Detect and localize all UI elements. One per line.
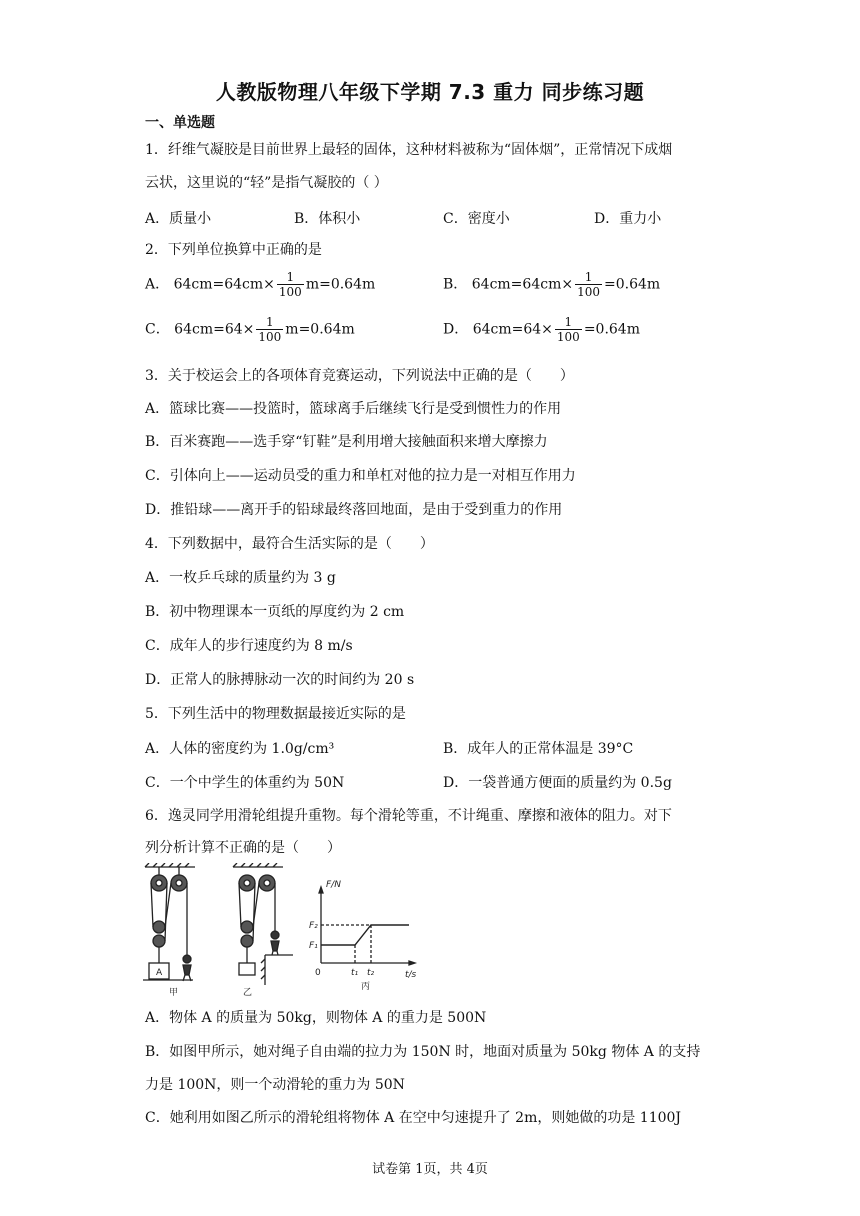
- q4-option-a: A．一枚乒乓球的质量约为 3 g: [145, 570, 336, 586]
- fraction-numerator: 1: [277, 270, 304, 285]
- f2-label: F₂: [309, 921, 318, 931]
- fraction-numerator: 1: [555, 315, 582, 330]
- x-axis-label: t/s: [405, 970, 417, 980]
- f1-label: F₁: [309, 941, 318, 951]
- q2-a-pre: 64cm=64cm×: [173, 276, 275, 293]
- fraction-denominator: 100: [258, 330, 282, 344]
- q1-option-b: B．体积小: [294, 211, 361, 227]
- q4-stem: 4．下列数据中，最符合生活实际的是（ ）: [145, 536, 434, 552]
- q2-b-pre: 64cm=64cm×: [471, 276, 574, 293]
- q3-option-c: C．引体向上——运动员受的重力和单杠对他的拉力是一对相互作用力: [145, 468, 576, 484]
- block-a-label: A: [156, 968, 163, 978]
- q6-option-b-line1: B．如图甲所示，她对绳子自由端的拉力为 150N 时，地面对质量为 50kg 物体 A 的支持: [145, 1044, 701, 1060]
- label-bing: 丙: [361, 982, 371, 992]
- q6-option-a: A．物体 A 的质量为 50kg，则物体 A 的重力是 500N: [145, 1010, 487, 1026]
- q5-option-b: B．成年人的正常体温是 39°C: [443, 741, 634, 757]
- q2-c-pre: 64cm=64×: [174, 321, 255, 338]
- t1-label: t₁: [351, 968, 359, 978]
- q5-option-d: D．一袋普通方便面的质量约为 0.5g: [443, 775, 672, 791]
- q5-option-a: A．人体的密度约为 1.0g/cm³: [145, 741, 335, 757]
- label-jia: 甲: [169, 988, 179, 998]
- q2-c-label: C．: [145, 321, 170, 338]
- origin-label: 0: [315, 968, 321, 978]
- q6-option-b-line2: 力是 100N，则一个动滑轮的重力为 50N: [145, 1077, 405, 1093]
- q6-stem-line1: 6．逸灵同学用滑轮组提升重物。每个滑轮等重，不计绳重、摩擦和液体的阻力。对下: [145, 808, 672, 824]
- fraction-denominator: 100: [278, 285, 302, 299]
- section-heading: 一、单选题: [145, 115, 215, 131]
- q2-b-label: B．: [443, 276, 468, 293]
- q2-a-fraction: [277, 270, 304, 299]
- q3-stem: 3．关于校运会上的各项体育竞赛运动，下列说法中正确的是（ ）: [145, 368, 574, 384]
- q4-option-d: D．正常人的脉搏脉动一次的时间约为 20 s: [145, 672, 415, 688]
- q1-option-d: D．重力小: [594, 211, 662, 227]
- q5-option-c: C．一个中学生的体重约为 50N: [145, 775, 345, 791]
- q1-stem-line2: 云状，这里说的“轻”是指气凝胶的（ ）: [145, 175, 388, 191]
- fraction-numerator: 1: [575, 270, 602, 285]
- q2-a-post: m=0.64m: [305, 276, 376, 293]
- q6-option-c: C．她利用如图乙所示的滑轮组将物体 A 在空中匀速提升了 2m，则她做的功是 1100J: [145, 1110, 682, 1126]
- q6-stem-line2: 列分析计算不正确的是（ ）: [145, 840, 341, 856]
- q2-b-post: =0.64m: [603, 276, 661, 293]
- q2-c-fraction: [256, 315, 283, 344]
- fraction-denominator: 100: [556, 330, 580, 344]
- q2-d-label: D．: [443, 321, 469, 338]
- q2-a-label: A．: [145, 276, 170, 293]
- q4-option-b: B．初中物理课本一页纸的厚度约为 2 cm: [145, 604, 405, 620]
- q2-option-a: [145, 270, 375, 299]
- label-yi: 乙: [243, 988, 253, 998]
- q2-c-post: m=0.64m: [285, 321, 355, 338]
- q5-stem: 5．下列生活中的物理数据最接近实际的是: [145, 706, 406, 722]
- q4-option-c: C．成年人的步行速度约为 8 m/s: [145, 638, 353, 654]
- q2-d-post: =0.64m: [583, 321, 640, 338]
- q2-d-pre: 64cm=64×: [472, 321, 553, 338]
- q2-option-d: [443, 315, 640, 344]
- y-axis-label: F/N: [326, 880, 341, 890]
- q1-option-c: C．密度小: [443, 211, 510, 227]
- page-title: 人教版物理八年级下学期 7.3 重力 同步练习题: [215, 80, 645, 104]
- pulley-figure: [143, 863, 418, 998]
- q3-option-b: B．百米赛跑——选手穿“钉鞋”是利用增大接触面积来增大摩擦力: [145, 434, 548, 450]
- fraction-numerator: 1: [256, 315, 283, 330]
- q2-d-fraction: [555, 315, 582, 344]
- q1-option-a: A．质量小: [145, 211, 212, 227]
- q2-option-c: [145, 315, 355, 344]
- q2-b-fraction: [575, 270, 602, 299]
- q2-stem: 2．下列单位换算中正确的是: [145, 242, 322, 258]
- fraction-denominator: 100: [577, 285, 600, 299]
- q1-stem-line1: 1．纤维气凝胶是目前世界上最轻的固体，这种材料被称为“固体烟”，正常情况下成烟: [145, 142, 673, 158]
- q2-option-b: [443, 270, 660, 299]
- page-footer: 试卷第 1页，共 4页: [372, 1162, 488, 1177]
- pulley-diagram-svg: [143, 863, 418, 998]
- q3-option-d: D．推铅球——离开手的铅球最终落回地面，是由于受到重力的作用: [145, 502, 563, 518]
- t2-label: t₂: [367, 968, 375, 978]
- q3-option-a: A．篮球比赛——投篮时，篮球离手后继续飞行是受到惯性力的作用: [145, 401, 562, 417]
